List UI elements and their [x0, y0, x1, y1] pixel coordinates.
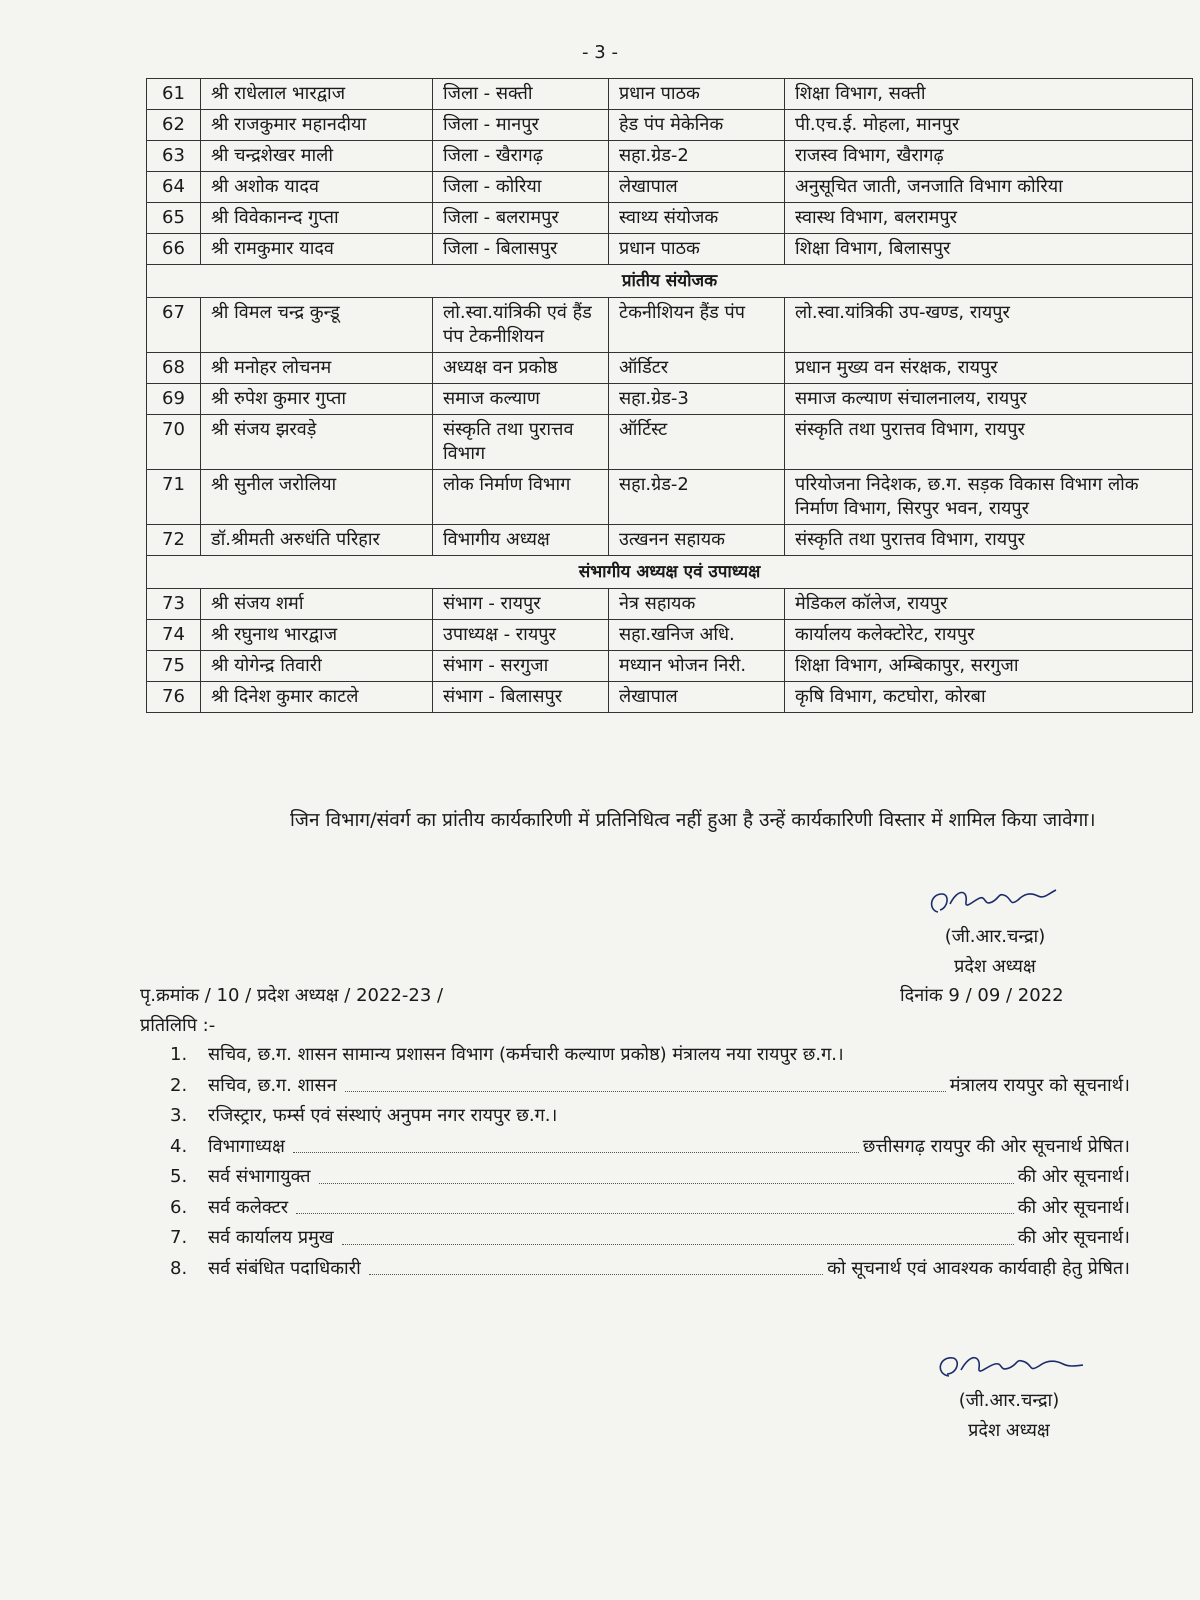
cell-name: श्री सुनील जरोलिया: [201, 470, 433, 525]
cell-post: सहा.ग्रेड-2: [609, 470, 785, 525]
cell-no: 61: [147, 79, 201, 110]
copy-item: [170, 1162, 1130, 1193]
copy-item: [170, 1254, 1130, 1285]
cell-unit: जिला - बिलासपुर: [433, 234, 609, 265]
cell-post: प्रधान पाठक: [609, 79, 785, 110]
signature-block-2: [924, 1346, 1094, 1446]
cell-unit: विभागीय अध्यक्ष: [433, 525, 609, 556]
cell-unit: संभाग - बिलासपुर: [433, 682, 609, 713]
dotted-leader: [342, 1223, 1014, 1245]
cell-name: श्री चन्द्रशेखर माली: [201, 141, 433, 172]
cell-post: लेखापाल: [609, 682, 785, 713]
copy-number: 5.: [170, 1166, 188, 1187]
table-row: [147, 110, 1193, 141]
cell-post: ऑर्डिटर: [609, 353, 785, 384]
cell-post: प्रधान पाठक: [609, 234, 785, 265]
section-division-heading: संभागीय अध्यक्ष एवं उपाध्यक्ष: [147, 556, 1193, 589]
cell-no: 66: [147, 234, 201, 265]
table-row: [147, 470, 1193, 525]
cell-unit: जिला - सक्ती: [433, 79, 609, 110]
dotted-leader: [345, 1071, 946, 1093]
cell-post: हेड पंप मेकेनिक: [609, 110, 785, 141]
cell-post: लेखापाल: [609, 172, 785, 203]
cell-name: श्री संजय झरवड़े: [201, 415, 433, 470]
cell-post: सहा.खनिज अधि.: [609, 620, 785, 651]
copy-number: 4.: [170, 1135, 188, 1157]
cell-unit: उपाध्यक्ष - रायपुर: [433, 620, 609, 651]
cell-name: श्री संजय शर्मा: [201, 589, 433, 620]
cell-dept: राजस्व विभाग, खैरागढ़: [785, 141, 1193, 172]
cell-dept: शिक्षा विभाग, सक्ती: [785, 79, 1193, 110]
signatory-title: प्रदेश अध्यक्ष: [968, 1420, 1050, 1441]
copy-text: सचिव, छ.ग. शासन सामान्य प्रशासन विभाग (कर्मचारी कल्याण प्रकोष्ठ) मंत्रालय नया रायपुर छ.ग.।: [208, 1044, 844, 1065]
cell-unit: संस्कृति तथा पुरात्तव विभाग: [433, 415, 609, 470]
copy-text: रजिस्ट्रार, फर्म्स एवं संस्थाएं अनुपम नगर रायपुर छ.ग.।: [208, 1105, 558, 1126]
section-header-row: [147, 265, 1193, 298]
cell-name: श्री अशोक यादव: [201, 172, 433, 203]
cell-dept: कृषि विभाग, कटघोरा, कोरबा: [785, 682, 1193, 713]
cell-dept: स्वास्थ विभाग, बलरामपुर: [785, 203, 1193, 234]
table-row: [147, 203, 1193, 234]
issue-date: दिनांक 9 / 09 / 2022: [900, 985, 1064, 1006]
table-row: [147, 620, 1193, 651]
cell-unit: लो.स्वा.यांत्रिकी एवं हैंड पंप टेकनीशियन: [433, 298, 609, 353]
reference-number: पृ.क्रमांक / 10 / प्रदेश अध्यक्ष / 2022-23 /: [140, 985, 444, 1006]
signatory-title: प्रदेश अध्यक्ष: [954, 956, 1036, 977]
copy-tail: मंत्रालय रायपुर को सूचनार्थ।: [949, 1074, 1130, 1096]
dotted-leader: [369, 1254, 823, 1276]
cell-unit: जिला - कोरिया: [433, 172, 609, 203]
cell-name: श्री राजकुमार महानदीया: [201, 110, 433, 141]
signature-image: [920, 880, 1070, 922]
cell-no: 63: [147, 141, 201, 172]
table-row: [147, 79, 1193, 110]
copy-tail: को सूचनार्थ एवं आवश्यक कार्यवाही हेतु प्रेषित।: [827, 1257, 1130, 1279]
cell-name: डॉ.श्रीमती अरुधंति परिहार: [201, 525, 433, 556]
dotted-leader: [296, 1193, 1014, 1215]
cell-unit: जिला - खैरागढ़: [433, 141, 609, 172]
members-table: [146, 78, 1193, 713]
cell-no: 75: [147, 651, 201, 682]
copy-tail: छत्तीसगढ़ रायपुर की ओर सूचनार्थ प्रेषित।: [862, 1135, 1130, 1157]
cell-no: 62: [147, 110, 201, 141]
table-row: [147, 589, 1193, 620]
cell-dept: शिक्षा विभाग, बिलासपुर: [785, 234, 1193, 265]
table-row: [147, 172, 1193, 203]
copy-list: [170, 1040, 1130, 1284]
copy-number: 2.: [170, 1074, 188, 1096]
cell-post: मध्यान भोजन निरी.: [609, 651, 785, 682]
page-number: - 3 -: [582, 42, 618, 63]
rows-state: [147, 298, 1193, 556]
signatory-name: (जी.आर.चन्द्रा): [944, 926, 1046, 947]
signatory-name: (जी.आर.चन्द्रा): [958, 1390, 1060, 1411]
cell-name: श्री राधेलाल भारद्वाज: [201, 79, 433, 110]
dotted-leader: [293, 1132, 859, 1154]
cell-dept: संस्कृति तथा पुरात्तव विभाग, रायपुर: [785, 415, 1193, 470]
cell-post: उत्खनन सहायक: [609, 525, 785, 556]
cell-dept: अनुसूचित जाती, जनजाति विभाग कोरिया: [785, 172, 1193, 203]
cell-dept: कार्यालय कलेक्टोरेट, रायपुर: [785, 620, 1193, 651]
cell-no: 64: [147, 172, 201, 203]
copy-item: [170, 1193, 1130, 1224]
copy-number: 3.: [170, 1105, 188, 1126]
cell-no: 74: [147, 620, 201, 651]
cell-name: श्री रामकुमार यादव: [201, 234, 433, 265]
copy-number: 7.: [170, 1227, 188, 1248]
table-row: [147, 141, 1193, 172]
rows-division: [147, 589, 1193, 713]
cell-no: 70: [147, 415, 201, 470]
copy-text: सचिव, छ.ग. शासन: [208, 1074, 337, 1096]
copy-item: [170, 1101, 1130, 1132]
copy-label: प्रतिलिपि :-: [140, 1015, 216, 1036]
section-header-row: [147, 556, 1193, 589]
cell-post: स्वाथ्य संयोजक: [609, 203, 785, 234]
cell-no: 73: [147, 589, 201, 620]
cell-unit: संभाग - रायपुर: [433, 589, 609, 620]
table-row: [147, 298, 1193, 353]
copy-number: 8.: [170, 1257, 188, 1279]
cell-no: 72: [147, 525, 201, 556]
cell-no: 76: [147, 682, 201, 713]
copy-number: 1.: [170, 1044, 188, 1065]
dotted-leader: [319, 1162, 1014, 1184]
signature-image: [929, 1346, 1089, 1386]
table-row: [147, 353, 1193, 384]
cell-dept: मेडिकल कॉलेज, रायपुर: [785, 589, 1193, 620]
cell-dept: समाज कल्याण संचालनालय, रायपुर: [785, 384, 1193, 415]
cell-post: सहा.ग्रेड-3: [609, 384, 785, 415]
cell-no: 68: [147, 353, 201, 384]
table-row: [147, 415, 1193, 470]
copy-text: सर्व कलेक्टर: [208, 1196, 289, 1218]
cell-dept: पी.एच.ई. मोहला, मानपुर: [785, 110, 1193, 141]
cell-post: टेकनीशियन हैंड पंप: [609, 298, 785, 353]
copy-text: विभागाध्यक्ष: [208, 1135, 285, 1157]
cell-post: नेत्र सहायक: [609, 589, 785, 620]
copy-tail: की ओर सूचनार्थ।: [1017, 1227, 1130, 1248]
table-row: [147, 651, 1193, 682]
copy-tail: की ओर सूचनार्थ।: [1017, 1196, 1130, 1218]
copy-number: 6.: [170, 1196, 188, 1218]
signature-block-1: [910, 880, 1080, 982]
cell-name: श्री रुपेश कुमार गुप्ता: [201, 384, 433, 415]
table-row: [147, 234, 1193, 265]
cell-unit: समाज कल्याण: [433, 384, 609, 415]
cell-name: श्री योगेन्द्र तिवारी: [201, 651, 433, 682]
cell-no: 65: [147, 203, 201, 234]
copy-tail: की ओर सूचनार्थ।: [1017, 1166, 1130, 1187]
cell-name: श्री मनोहर लोचनम: [201, 353, 433, 384]
cell-post: सहा.ग्रेड-2: [609, 141, 785, 172]
cell-no: 69: [147, 384, 201, 415]
table-row: [147, 682, 1193, 713]
cell-dept: परियोजना निदेशक, छ.ग. सड़क विकास विभाग लोक निर्माण विभाग, सिरपुर भवन, रायपुर: [785, 470, 1193, 525]
cell-unit: लोक निर्माण विभाग: [433, 470, 609, 525]
note-text: जिन विभाग/संवर्ग का प्रांतीय कार्यकारिणी में प्रतिनिधित्व नहीं हुआ है उन्हें कार्यकारिणी विस्तार में शामिल किया जावेगा।: [290, 809, 1096, 831]
table-row: [147, 384, 1193, 415]
copy-item: [170, 1071, 1130, 1102]
note-paragraph: [140, 803, 1110, 837]
cell-unit: संभाग - सरगुजा: [433, 651, 609, 682]
rows-top: [147, 79, 1193, 265]
cell-name: श्री दिनेश कुमार काटले: [201, 682, 433, 713]
cell-dept: संस्कृति तथा पुरात्तव विभाग, रायपुर: [785, 525, 1193, 556]
cell-name: श्री रघुनाथ भारद्वाज: [201, 620, 433, 651]
cell-dept: प्रधान मुख्य वन संरक्षक, रायपुर: [785, 353, 1193, 384]
cell-no: 67: [147, 298, 201, 353]
cell-name: श्री विमल चन्द्र कुन्डू: [201, 298, 433, 353]
copy-item: [170, 1223, 1130, 1254]
section-state-heading: प्रांतीय संयोजक: [147, 265, 1193, 298]
cell-unit: जिला - मानपुर: [433, 110, 609, 141]
cell-unit: जिला - बलरामपुर: [433, 203, 609, 234]
cell-post: ऑर्टिस्ट: [609, 415, 785, 470]
copy-text: सर्व संभागायुक्त: [208, 1166, 311, 1187]
copy-item: [170, 1132, 1130, 1163]
copy-item: [170, 1040, 1130, 1071]
cell-dept: शिक्षा विभाग, अम्बिकापुर, सरगुजा: [785, 651, 1193, 682]
cell-unit: अध्यक्ष वन प्रकोष्ठ: [433, 353, 609, 384]
table-row: [147, 525, 1193, 556]
cell-no: 71: [147, 470, 201, 525]
copy-text: सर्व संबंधित पदाधिकारी: [208, 1257, 361, 1279]
cell-name: श्री विवेकानन्द गुप्ता: [201, 203, 433, 234]
copy-text: सर्व कार्यालय प्रमुख: [208, 1227, 334, 1248]
cell-dept: लो.स्वा.यांत्रिकी उप-खण्ड, रायपुर: [785, 298, 1193, 353]
